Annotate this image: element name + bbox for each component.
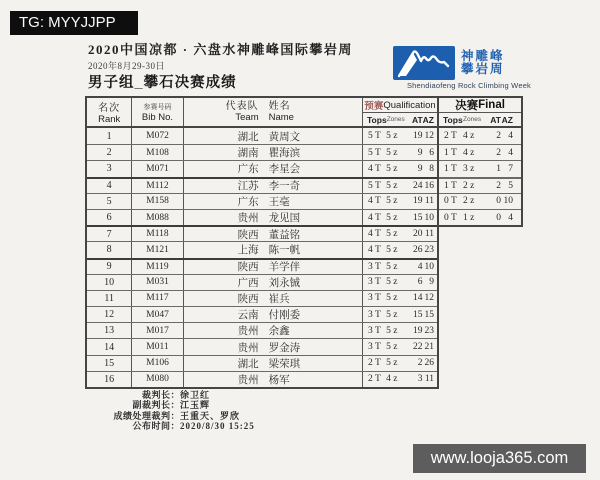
cell-team: 贵州 [237,213,259,225]
qual-az: 10 [424,212,434,223]
cell-bib: M017 [132,323,183,338]
table-body [87,128,437,387]
table-row [87,355,437,371]
cell-name: 瞿海滨 [268,148,301,160]
final-tops: 0 T [444,196,457,207]
cell-team: 贵州 [237,374,259,386]
cell-bib: M071 [132,161,183,176]
header-rank: 名次 Rank [87,98,132,126]
qual-az: 8 [429,163,434,174]
qual-az: 23 [424,244,434,255]
qual-at: 14 [413,293,423,304]
qual-az: 26 [424,358,434,369]
header-zones: Zones [386,116,405,123]
cell-name: 陈一帆 [268,245,301,257]
cell-bib: M047 [132,307,183,322]
cell-qualification [363,242,437,257]
qual-at: 22 [413,342,423,353]
cell-name: 余鑫 [268,326,290,338]
results-table [85,96,439,389]
header-name-cn: 姓名 [268,101,291,112]
final-row [439,160,521,176]
cell-qualification [363,372,437,387]
qual-tops: 3 T [368,309,381,320]
final-zones: 4 z [463,131,475,142]
qual-az: 11 [424,196,434,207]
mountain-icon [393,46,455,80]
cell-qualification [363,210,437,225]
cell-name: 李一奇 [268,181,301,193]
final-tops: 1 T [444,180,457,191]
event-title: 2020中国凉都 · 六盘水神雕峰国际攀岩周 [88,42,353,57]
header-team-en: Team [235,112,259,123]
final-at: 0 [496,196,501,207]
cell-qualification [363,339,437,354]
final-row [439,177,521,193]
qual-tops: 3 T [368,277,381,288]
qual-tops: 3 T [368,325,381,336]
cell-rank: 4 [87,179,132,193]
cell-team-name [184,179,363,193]
cell-team-name [184,194,363,209]
official-role-label: 成绩处理裁判： [113,410,180,421]
header-team-name [184,98,363,126]
cell-team-name [184,356,363,371]
qual-tops: 4 T [368,244,381,255]
cell-rank: 8 [87,242,132,257]
qual-tops: 4 T [368,163,381,174]
official-name: 王重天、罗欣 [180,410,241,421]
qual-az: 23 [424,325,434,336]
cell-name: 李星会 [268,164,301,176]
cell-rank: 3 [87,161,132,176]
qual-at: 15 [413,309,423,320]
cell-team: 陕西 [237,293,259,305]
cell-team-name [184,339,363,354]
qual-zones: 5 z [386,244,398,255]
qual-tops: 2 T [368,374,381,385]
cell-team: 广东 [237,196,259,208]
tg-channel-tag: TG: MYYJJPP [10,11,138,35]
qual-zones: 4 z [386,374,398,385]
cell-team: 贵州 [237,342,259,354]
cell-rank: 13 [87,323,132,338]
table-row [87,290,437,306]
qual-at: 20 [413,229,423,240]
header-bib: 参赛号码 Bib No. [132,98,183,126]
cell-rank: 15 [87,356,132,371]
qual-zones: 5 z [386,212,398,223]
official-name: 江玉辉 [180,400,211,411]
official-name: 2020/8/30 15:25 [180,421,255,432]
official-line [90,390,255,400]
header-team-cn: 代表队 [225,101,259,112]
final-results-block [439,96,523,227]
final-at: 0 [496,212,501,223]
cell-bib: M106 [132,356,183,371]
cell-final [439,194,521,209]
qual-zones: 5 z [386,309,398,320]
qual-zones: 5 z [386,261,398,272]
final-az: 10 [503,196,513,207]
cell-name: 刘永铖 [268,277,301,289]
qual-at: 6 [417,277,423,288]
cell-team: 上海 [237,245,259,257]
cell-team-name [184,128,363,144]
cell-team: 陕西 [237,262,259,274]
table-row [87,338,437,354]
table-row [87,258,437,274]
qual-tops: 3 T [368,293,381,304]
qual-zones: 5 z [386,229,398,240]
cell-team-name [184,372,363,387]
final-zones: 2 z [463,196,475,207]
cell-qualification [363,145,437,160]
cell-bib: M117 [132,291,183,306]
final-tops: 1 T [444,163,457,174]
officials-block [90,390,255,432]
cell-name: 黄周文 [268,131,301,143]
qual-az: 21 [424,342,434,353]
table-row [87,241,437,257]
cell-name: 王亳 [268,196,290,208]
qual-at: 15 [413,212,423,223]
results-section-title: 男子组_攀石决赛成绩 [88,75,237,91]
final-az: 4 [508,212,513,223]
cell-bib: M119 [132,260,183,274]
cell-team: 湖北 [237,131,259,143]
qual-zones: 5 z [386,196,398,207]
cell-final [439,179,521,193]
qual-at: 2 [417,358,423,369]
cell-qualification [363,161,437,176]
table-row [87,209,437,225]
cell-team: 广东 [237,164,259,176]
cell-qualification [363,275,437,290]
cell-team-name [184,260,363,274]
cell-team-name [184,210,363,225]
cell-name: 付刚委 [268,310,301,322]
final-tops: 2 T [444,131,457,142]
table-row [87,144,437,160]
qual-zones: 5 z [386,358,398,369]
qual-az: 6 [429,147,434,158]
qual-zones: 5 z [386,180,398,191]
header-tops: Tops [367,114,387,125]
final-at: 1 [496,163,501,174]
official-line [90,421,255,431]
qual-at: 19 [413,131,423,142]
official-role-label: 公布时间： [132,421,180,432]
cell-team: 江苏 [237,181,259,193]
header-final-tops: Tops [443,114,463,125]
qual-at: 9 [417,147,423,158]
qual-az: 11 [424,374,434,385]
final-az: 4 [508,131,513,142]
cell-team: 湖南 [237,148,259,160]
table-row [87,225,437,241]
header-at: AT [411,114,423,125]
table-header [87,98,437,128]
final-at: 2 [496,180,501,191]
table-row [87,371,437,387]
cell-bib: M072 [132,128,183,144]
cell-final [439,161,521,176]
qual-az: 11 [424,229,434,240]
cell-final [439,128,521,144]
logo-english-text: Shendiaofeng Rock Climbing Week [406,81,532,90]
cell-rank: 16 [87,372,132,387]
cell-name: 杨军 [268,374,290,386]
qual-az: 15 [424,309,434,320]
qual-tops: 4 T [368,212,381,223]
qual-tops: 5 T [368,147,381,158]
final-row [439,209,521,225]
table-row [87,322,437,338]
cell-bib: M158 [132,194,183,209]
cell-rank: 10 [87,275,132,290]
cell-name: 羊学伴 [268,262,301,274]
official-role-label: 裁判长： [141,390,180,400]
final-tops: 1 T [444,147,457,158]
cell-team-name [184,323,363,338]
table-row [87,160,437,176]
watermark-url: www.looja365.com [413,444,586,473]
cell-final [439,145,521,160]
qual-at: 9 [417,163,423,174]
official-line [90,411,255,421]
qual-az: 16 [424,180,434,191]
qual-tops: 4 T [368,196,381,207]
header-final-at: AT [490,114,501,125]
final-at: 2 [496,147,501,158]
final-tops: 0 T [444,212,457,223]
cell-bib: M011 [132,339,183,354]
cell-qualification [363,323,437,338]
final-az: 7 [508,163,513,174]
final-zones: 3 z [463,163,475,174]
qual-tops: 4 T [368,229,381,240]
qual-zones: 5 z [386,131,398,142]
table-row [87,128,437,144]
cell-bib: M088 [132,210,183,225]
cell-bib: M108 [132,145,183,160]
header-name-en: Name [268,112,294,123]
table-row [87,274,437,290]
qual-zones: 5 z [386,163,398,174]
cell-rank: 11 [87,291,132,306]
qual-at: 19 [413,196,423,207]
cell-bib: M112 [132,179,183,193]
cell-team-name [184,307,363,322]
cell-rank: 1 [87,128,132,144]
qual-zones: 5 z [386,147,398,158]
qual-tops: 2 T [368,358,381,369]
cell-qualification [363,194,437,209]
qual-zones: 5 z [386,293,398,304]
cell-bib: M031 [132,275,183,290]
cell-team-name [184,161,363,176]
cell-qualification [363,128,437,144]
final-row [439,144,521,160]
cell-qualification [363,291,437,306]
official-name: 徐卫红 [180,390,211,400]
qual-zones: 5 z [386,342,398,353]
official-role-label: 副裁判长： [132,400,180,411]
cell-bib: M121 [132,242,183,257]
cell-team-name [184,275,363,290]
cell-team-name [184,145,363,160]
header-qualification: 预赛 Qualification Tops Zones AT AZ [364,99,436,125]
cell-rank: 14 [87,339,132,354]
cell-rank: 6 [87,210,132,225]
logo-chinese-text: 神雕峰 攀岩周 [461,48,505,76]
cell-qualification [363,260,437,274]
cell-bib: M080 [132,372,183,387]
table-row [87,177,437,193]
cell-qualification [363,179,437,193]
cell-team: 广西 [237,277,259,289]
cell-rank: 12 [87,307,132,322]
event-logo [393,46,545,90]
cell-rank: 9 [87,260,132,274]
cell-rank: 2 [87,145,132,160]
final-row [439,193,521,209]
cell-qualification [363,227,437,241]
cell-name: 梁荣琪 [268,358,301,370]
qual-tops: 3 T [368,342,381,353]
qual-at: 4 [417,261,423,272]
final-zones: 1 z [463,212,475,223]
table-row [87,306,437,322]
qual-az: 12 [424,293,434,304]
qual-az: 12 [424,131,434,142]
qual-at: 3 [417,374,423,385]
qual-tops: 5 T [368,180,381,191]
header-az: AZ [422,114,434,125]
cell-name: 崔兵 [268,293,290,305]
final-at: 2 [496,131,501,142]
cell-team: 陕西 [237,229,259,241]
qual-zones: 5 z [386,325,398,336]
qual-zones: 5 z [386,277,398,288]
header-final-zones: Zones [463,116,482,123]
qual-az: 9 [429,277,434,288]
cell-team-name [184,291,363,306]
qual-az: 10 [424,261,434,272]
event-date: 2020年8月29-30日 [88,61,165,71]
cell-rank: 7 [87,227,132,241]
header-final-az: AZ [501,114,513,125]
cell-qualification [363,356,437,371]
official-line [90,400,255,410]
qual-at: 24 [413,180,423,191]
cell-name: 龙见国 [268,213,301,225]
cell-bib: M118 [132,227,183,241]
header-final: 决赛 Final Tops Zones AT AZ [439,98,521,128]
qual-at: 26 [413,244,423,255]
final-zones: 4 z [463,147,475,158]
cell-qualification [363,307,437,322]
cell-team-name [184,227,363,241]
cell-team-name [184,242,363,257]
cell-team: 云南 [237,310,259,322]
qual-at: 19 [413,325,423,336]
final-table-body [439,128,521,225]
qual-tops: 3 T [368,261,381,272]
cell-rank: 5 [87,194,132,209]
cell-team: 湖北 [237,358,259,370]
final-row [439,128,521,144]
cell-name: 董益铭 [268,229,301,241]
cell-team: 贵州 [237,326,259,338]
final-zones: 2 z [463,180,475,191]
final-az: 5 [508,180,513,191]
cell-final [439,210,521,225]
cell-name: 罗金涛 [268,342,301,354]
final-az: 4 [508,147,513,158]
qual-tops: 5 T [368,131,381,142]
table-row [87,193,437,209]
